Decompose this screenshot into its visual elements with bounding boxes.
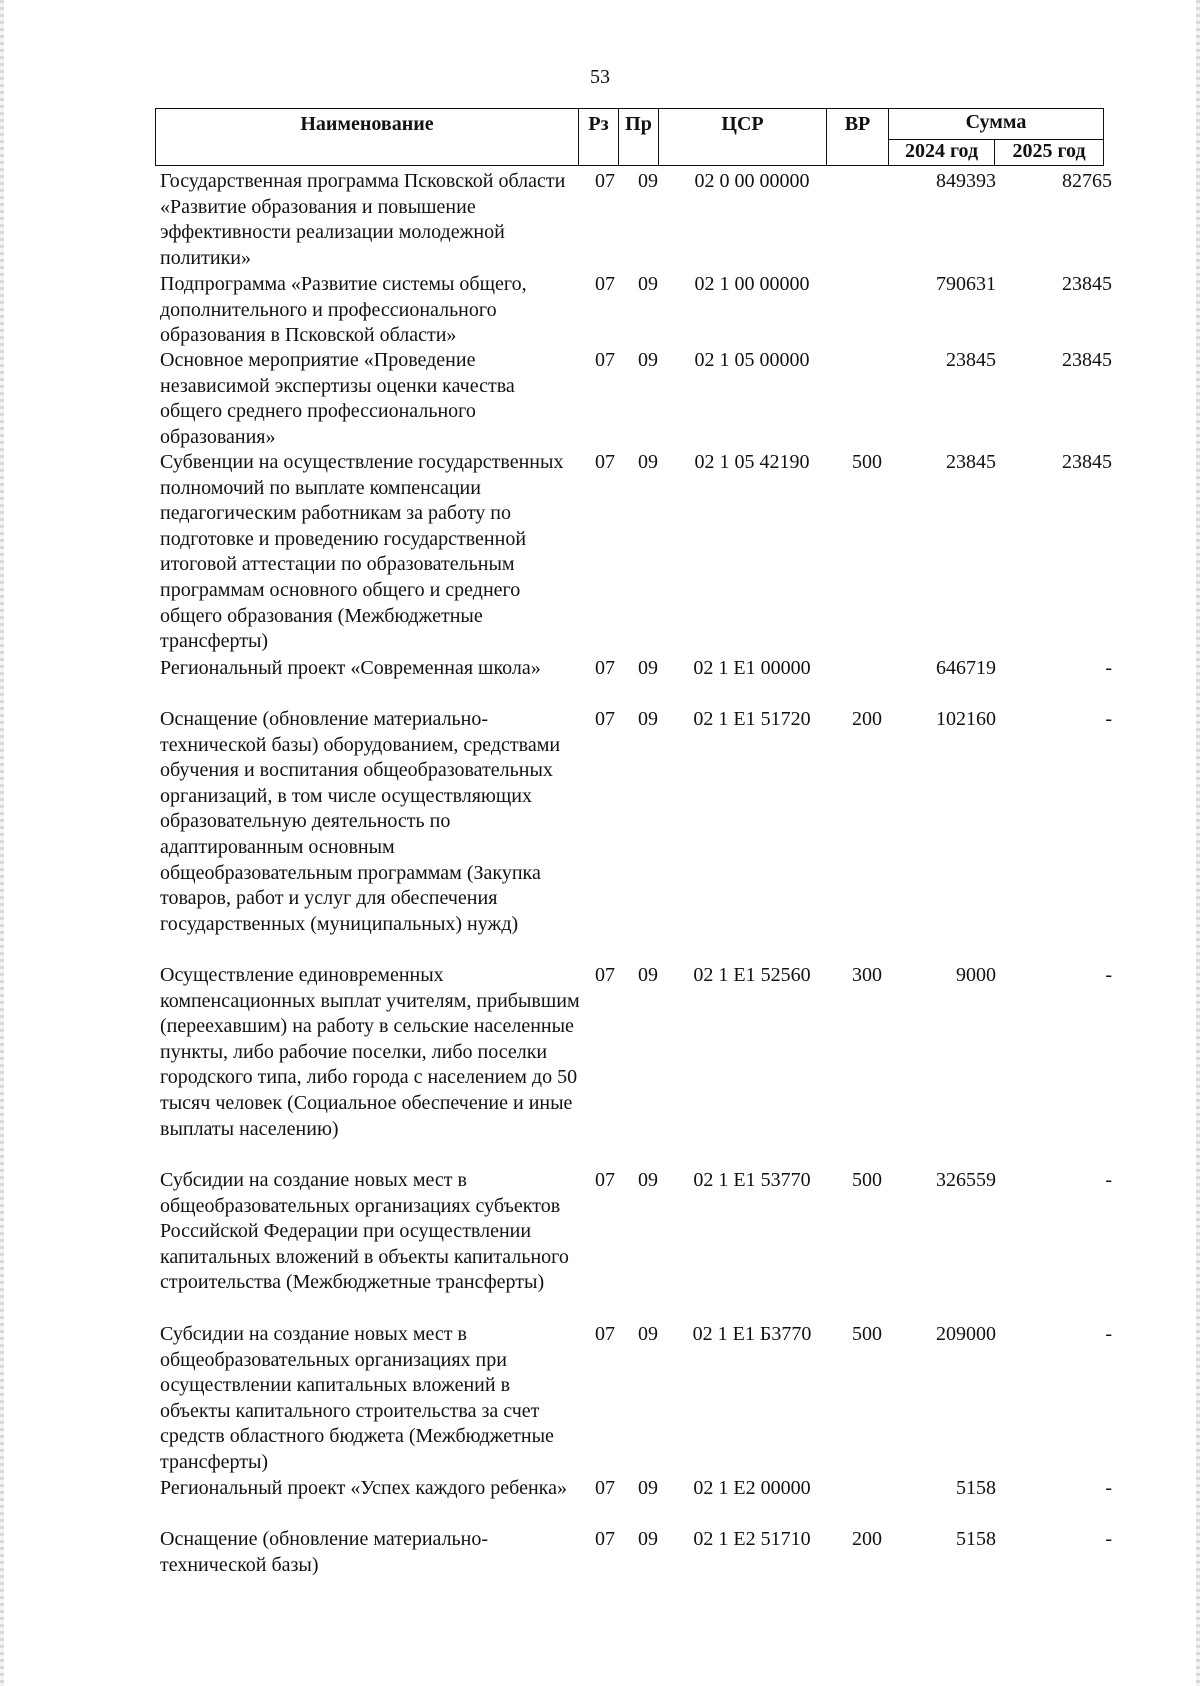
row-name: Оснащение (обновление материально-технической базы) (160, 1528, 489, 1576)
row-csr: 02 1 00 00000 (694, 273, 810, 295)
row-name: Субсидии на создание новых мест в общеобразовательных организациях при осуществлении капитальных вложений в объекты капитального строительства за счет средств областного бюджета (Межбюджетные трансферты) (160, 1323, 554, 1473)
row-sum-2025: - (1105, 964, 1112, 986)
row-name: Оснащение (обновление материально-технической базы) оборудованием, средствами обучения и воспитания общеобразовательных организаций, в том числе осуществляющих образовательную деятельность по адаптированным основным общеобразовательным программам (Закупка товаров, работ и услуг для обеспечения государственных (муниципальных) нужд) (160, 708, 561, 935)
row-sum-2024: 790631 (936, 273, 996, 295)
row-csr: 02 0 00 00000 (694, 170, 810, 192)
page-number: 53 (590, 66, 610, 88)
row-csr: 02 1 E2 00000 (693, 1477, 811, 1499)
row-sum-2024: 23845 (946, 349, 996, 371)
row-vr: 300 (852, 964, 882, 986)
row-sum-2024: 9000 (956, 964, 996, 986)
row-sum-2024: 849393 (936, 170, 996, 192)
row-csr: 02 1 E1 Б3770 (692, 1323, 812, 1345)
row-rz: 07 (595, 170, 615, 192)
row-csr: 02 1 E2 51710 (693, 1528, 811, 1550)
row-rz: 07 (595, 1528, 615, 1550)
row-name: Региональный проект «Успех каждого ребенка» (160, 1477, 567, 1499)
row-pr: 09 (638, 1169, 658, 1191)
row-sum-2025: 23845 (1062, 273, 1112, 295)
row-csr: 02 1 E1 51720 (693, 708, 811, 730)
row-name: Субсидии на создание новых мест в общеобразовательных организациях субъектов Российской Федерации при осуществлении капитальных вложений в объекты капитального строительства (Межбюджетные трансферты) (160, 1169, 569, 1294)
row-sum-2025: - (1105, 657, 1112, 679)
header-csr: ЦСР (659, 109, 827, 166)
row-name: Подпрограмма «Развитие системы общего, дополнительного и профессионального образования в Псковской области» (160, 273, 527, 347)
row-rz: 07 (595, 1169, 615, 1191)
scan-edge-right (1196, 0, 1200, 1686)
row-pr: 09 (638, 964, 658, 986)
row-vr: 200 (852, 708, 882, 730)
row-csr: 02 1 E1 53770 (693, 1169, 811, 1191)
row-sum-2024: 646719 (936, 657, 996, 679)
row-pr: 09 (638, 1477, 658, 1499)
row-rz: 07 (595, 1477, 615, 1499)
row-csr: 02 1 05 00000 (694, 349, 810, 371)
table-header (155, 108, 1104, 166)
row-pr: 09 (638, 451, 658, 473)
row-rz: 07 (595, 964, 615, 986)
row-sum-2025: - (1105, 1323, 1112, 1345)
row-rz: 07 (595, 708, 615, 730)
row-sum-2024: 102160 (936, 708, 996, 730)
row-sum-2025: 23845 (1062, 451, 1112, 473)
row-pr: 09 (638, 1323, 658, 1345)
row-rz: 07 (595, 273, 615, 295)
row-sum-2024: 23845 (946, 451, 996, 473)
row-name: Основное мероприятие «Проведение независимой экспертизы оценки качества общего среднего профессионального образования» (160, 349, 515, 448)
row-rz: 07 (595, 657, 615, 679)
row-sum-2025: - (1105, 1169, 1112, 1191)
row-sum-2025: - (1105, 1528, 1112, 1550)
row-sum-2024: 5158 (956, 1477, 996, 1499)
header-vr: ВР (827, 109, 889, 166)
row-vr: 500 (852, 1323, 882, 1345)
row-vr: 200 (852, 1528, 882, 1550)
row-pr: 09 (638, 1528, 658, 1550)
header-sum: Сумма (889, 109, 1104, 140)
row-vr: 500 (852, 451, 882, 473)
row-csr: 02 1 05 42190 (694, 451, 810, 473)
row-name: Субвенции на осуществление государственных полномочий по выплате компенсации педагогическим работникам за работу по подготовке и проведению государственной итоговой аттестации по образовательным программам основного общего и среднего общего образования (Межбюджетные трансферты) (160, 451, 564, 653)
header-pr: Пр (619, 109, 659, 166)
row-pr: 09 (638, 349, 658, 371)
row-sum-2024: 5158 (956, 1528, 996, 1550)
row-csr: 02 1 E1 52560 (693, 964, 811, 986)
row-sum-2024: 326559 (936, 1169, 996, 1191)
row-rz: 07 (595, 349, 615, 371)
header-rz: Рз (579, 109, 619, 166)
row-sum-2025: 82765 (1062, 170, 1112, 192)
header-year-2024: 2024 год (889, 139, 995, 165)
row-rz: 07 (595, 451, 615, 473)
header-name: Наименование (156, 109, 579, 166)
scan-edge-left (0, 0, 4, 1686)
row-sum-2025: - (1105, 708, 1112, 730)
row-name: Государственная программа Псковской области «Развитие образования и повышение эффективности реализации молодежной политики» (160, 170, 566, 269)
row-pr: 09 (638, 708, 658, 730)
row-pr: 09 (638, 657, 658, 679)
row-csr: 02 1 E1 00000 (693, 657, 811, 679)
row-pr: 09 (638, 170, 658, 192)
row-pr: 09 (638, 273, 658, 295)
row-sum-2025: 23845 (1062, 349, 1112, 371)
row-name: Региональный проект «Современная школа» (160, 657, 541, 679)
row-sum-2025: - (1105, 1477, 1112, 1499)
row-rz: 07 (595, 1323, 615, 1345)
row-vr: 500 (852, 1169, 882, 1191)
row-sum-2024: 209000 (936, 1323, 996, 1345)
header-year-2025: 2025 год (995, 139, 1104, 165)
row-name: Осуществление единовременных компенсационных выплат учителям, прибывшим (переехавшим) на работу в сельские населенные пункты, либо рабочие поселки, либо поселки городского типа, либо города с населением до 50 тысяч человек (Социальное обеспечение и иные выплаты населению) (160, 964, 580, 1140)
